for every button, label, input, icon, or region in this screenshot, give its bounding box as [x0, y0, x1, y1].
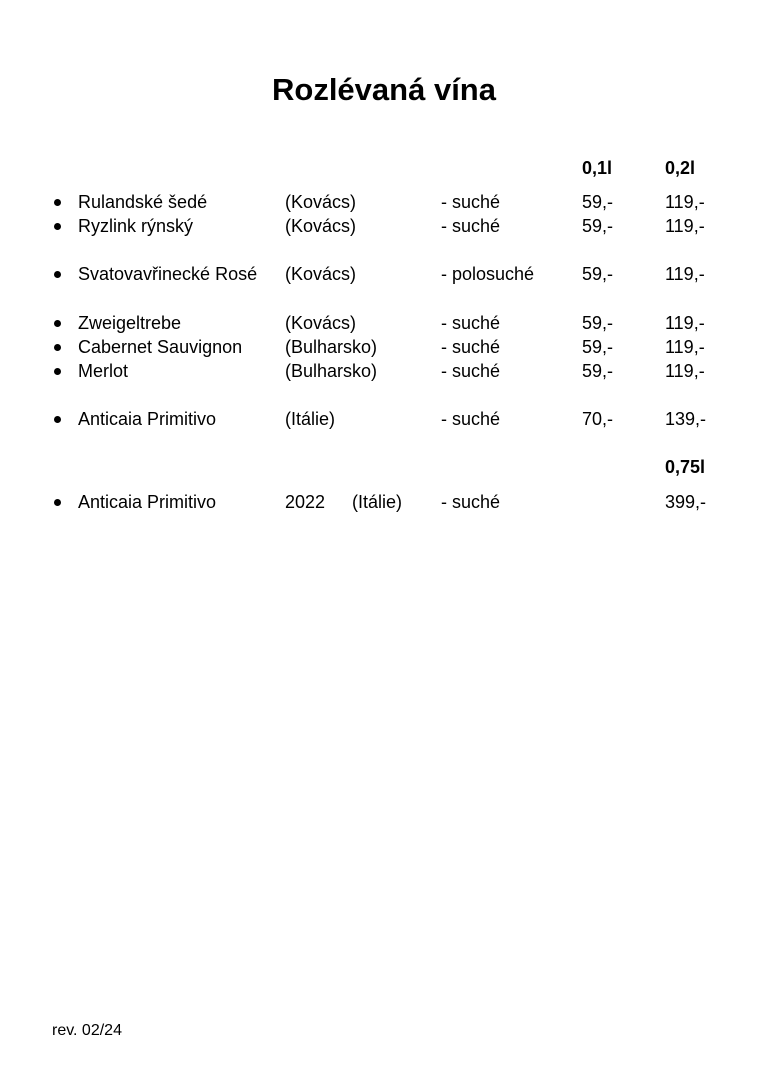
wine-name: Zweigeltrebe	[78, 313, 182, 333]
wine-price-large: 119,-	[665, 264, 705, 284]
bullet-icon	[54, 499, 61, 506]
wine-price-small: 59,-	[582, 264, 614, 284]
bullet-icon	[54, 320, 61, 327]
wine-name: Anticaia Primitivo	[78, 492, 217, 512]
wine-origin: (Bulharsko)	[285, 337, 378, 357]
header-glass-small: 0,1l	[582, 158, 613, 178]
bullet-icon	[54, 344, 61, 351]
wine-name: Anticaia Primitivo	[78, 409, 217, 429]
header-glass-large: 0,2l	[665, 158, 696, 178]
wine-price-large: 119,-	[665, 313, 705, 333]
wine-origin: (Bulharsko)	[285, 361, 378, 381]
wine-name: Merlot	[78, 361, 129, 381]
wine-origin: (Kovács)	[285, 216, 357, 236]
wine-type: - suché	[441, 492, 501, 512]
header-bottle: 0,75l	[665, 457, 706, 477]
wine-type: - suché	[441, 216, 501, 236]
wine-price-large: 139,-	[665, 409, 707, 429]
wine-origin: (Kovács)	[285, 313, 357, 333]
wine-name: Rulandské šedé	[78, 192, 208, 212]
page-title: Rozlévaná vína	[272, 72, 496, 107]
wine-price-small: 59,-	[582, 337, 614, 357]
wine-name: Svatovavřinecké Rosé	[78, 264, 258, 284]
wine-price-small: 59,-	[582, 361, 614, 381]
wine-type: - suché	[441, 192, 501, 212]
wine-type: - suché	[441, 337, 501, 357]
wine-price-bottle: 399,-	[665, 492, 707, 512]
wine-type: - polosuché	[441, 264, 535, 284]
wine-vintage: 2022	[285, 492, 326, 512]
bullet-icon	[54, 368, 61, 375]
wine-origin: (Kovács)	[285, 264, 357, 284]
bullet-icon	[54, 199, 61, 206]
wine-price-large: 119,-	[665, 192, 705, 212]
wine-price-large: 119,-	[665, 337, 705, 357]
wine-type: - suché	[441, 313, 501, 333]
wine-price-large: 119,-	[665, 216, 705, 236]
wine-type: - suché	[441, 361, 501, 381]
bullet-icon	[54, 223, 61, 230]
wine-type: - suché	[441, 409, 501, 429]
wine-price-small: 59,-	[582, 192, 614, 212]
wine-price-large: 119,-	[665, 361, 705, 381]
wine-origin: (Kovács)	[285, 192, 357, 212]
wine-origin: (Itálie)	[285, 409, 336, 429]
revision-note: rev. 02/24	[52, 1022, 122, 1039]
wine-origin: (Itálie)	[352, 492, 403, 512]
wine-name: Ryzlink rýnský	[78, 216, 194, 236]
wine-price-small: 59,-	[582, 216, 614, 236]
wine-price-small: 70,-	[582, 409, 614, 429]
wine-price-small: 59,-	[582, 313, 614, 333]
bullet-icon	[54, 416, 61, 423]
bullet-icon	[54, 271, 61, 278]
wine-name: Cabernet Sauvignon	[78, 337, 243, 357]
